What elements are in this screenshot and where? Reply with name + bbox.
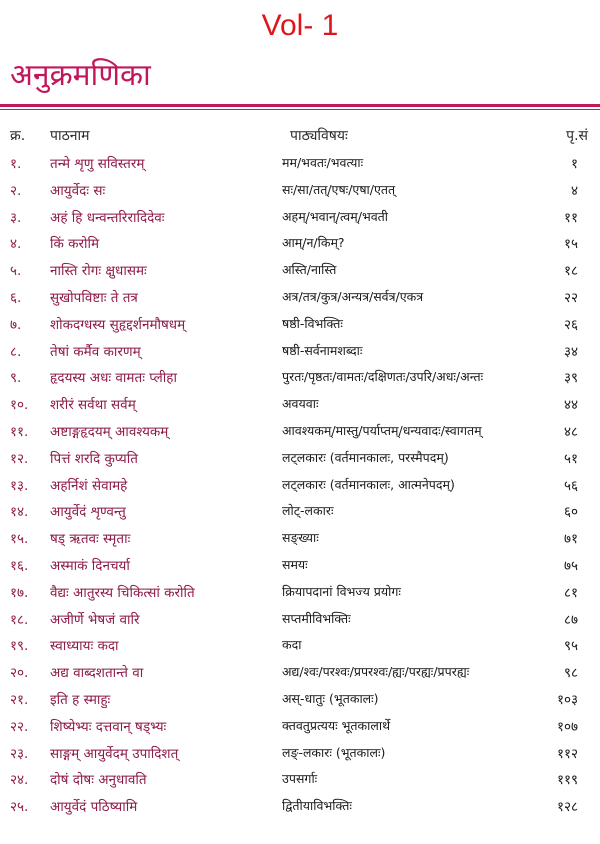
row-number: ८. <box>10 343 22 360</box>
row-page-number: ३९ <box>563 370 578 387</box>
row-number: १८. <box>10 611 29 628</box>
row-lesson-name: षड् ऋतवः स्मृताः <box>50 531 131 548</box>
row-lesson-topic: क्रियापदानां विभज्य प्रयोगः <box>282 583 401 599</box>
row-number: २५. <box>10 799 29 816</box>
row-lesson-topic: अस्ति/नास्ति <box>282 262 337 278</box>
row-lesson-name: अजीर्णे भेषजं वारि <box>50 611 140 628</box>
table-row <box>0 525 600 552</box>
row-number: २४. <box>10 772 29 789</box>
row-number: १९. <box>10 638 29 655</box>
table-row <box>0 740 600 767</box>
row-lesson-name: स्वाध्यायः कदा <box>50 638 119 655</box>
table-row <box>0 498 600 525</box>
row-lesson-topic: लट्लकारः (वर्तमानकालः, आत्मनेपदम्) <box>282 476 455 492</box>
row-number: १६. <box>10 557 29 574</box>
header-number: क्र. <box>10 128 26 144</box>
row-page-number: १८ <box>563 263 578 280</box>
row-number: ५. <box>10 263 22 280</box>
row-number: १०. <box>10 397 29 414</box>
row-number: २. <box>10 182 22 199</box>
row-lesson-topic: अवयवाः <box>282 396 319 412</box>
row-number: १३. <box>10 477 29 494</box>
table-row <box>0 606 600 633</box>
row-lesson-topic: अद्य/श्वः/परश्वः/प्रपरश्वः/ह्यः/परह्यः/प्रपरह्यः <box>282 664 470 680</box>
row-lesson-name: हृदयस्य अधः वामतः प्लीहा <box>50 370 177 387</box>
row-lesson-topic: क्तवतुप्रत्ययः भूतकालार्थे <box>282 717 391 733</box>
row-lesson-topic: उपसर्गाः <box>282 771 318 787</box>
row-lesson-name: अहं हि धन्वन्तरिरादिदेवः <box>50 209 165 226</box>
row-lesson-name: आयुर्वेदः सः <box>50 182 106 199</box>
row-page-number: ७५ <box>563 557 578 574</box>
row-lesson-topic: समयः <box>282 556 308 572</box>
row-page-number: १०३ <box>556 691 578 708</box>
row-lesson-topic: लङ्-लकारः (भूतकालः) <box>282 744 386 760</box>
row-lesson-name: अष्टाङ्गहृदयम् आवश्यकम् <box>50 423 169 440</box>
row-number: १७. <box>10 584 29 601</box>
row-page-number: ११९ <box>556 772 578 789</box>
table-row <box>0 391 600 418</box>
table-row <box>0 659 600 686</box>
volume-label: Vol- 1 <box>261 9 339 42</box>
row-lesson-topic: मम/भवतः/भवत्याः <box>282 155 364 170</box>
table-row <box>0 177 600 204</box>
row-lesson-topic: अत्र/तत्र/कुत्र/अन्यत्र/सर्वत्र/एकत्र <box>282 288 424 304</box>
row-lesson-topic: अहम्/भवान्/त्वम्/भवती <box>282 208 389 224</box>
row-lesson-topic: द्वितीयाविभक्तिः <box>282 798 352 814</box>
row-page-number: ११ <box>563 209 578 226</box>
row-number: ११. <box>10 423 29 440</box>
table-row <box>0 311 600 338</box>
row-lesson-topic: कदा <box>282 637 302 653</box>
row-page-number: ६० <box>563 504 578 521</box>
row-number: १. <box>10 156 22 172</box>
row-number: २३. <box>10 745 29 762</box>
row-lesson-topic: लट्लकारः (वर्तमानकालः, परस्मैपदम्) <box>282 449 449 465</box>
table-row <box>0 445 600 472</box>
row-number: १४. <box>10 504 29 521</box>
row-number: १२. <box>10 450 29 467</box>
row-lesson-name: दोषं दोषः अनुधावति <box>50 772 147 789</box>
row-page-number: ४८ <box>563 423 578 440</box>
row-page-number: २२ <box>563 289 578 306</box>
row-lesson-name: पित्तं शरदि कुप्यति <box>50 450 138 467</box>
title-rule-thin <box>0 109 600 110</box>
row-page-number: ४४ <box>563 397 578 414</box>
row-page-number: १०७ <box>556 718 578 735</box>
table-row <box>0 686 600 713</box>
row-page-number: ८७ <box>563 611 578 628</box>
row-lesson-topic: सः/सा/तत्/एषः/एषा/एतत् <box>282 181 396 197</box>
table-header <box>0 120 600 148</box>
table-row <box>0 284 600 311</box>
title-rule-thick <box>0 104 600 107</box>
header-lesson-topic: पाठ्यविषयः <box>290 128 348 144</box>
row-page-number: १२८ <box>556 799 578 816</box>
row-page-number: ९८ <box>563 665 578 682</box>
row-page-number: २६ <box>563 316 578 333</box>
table-row <box>0 204 600 231</box>
table-row <box>0 632 600 659</box>
table-row <box>0 472 600 499</box>
row-lesson-topic: षष्ठी-सर्वनामशब्दाः <box>282 342 363 358</box>
header-page-number: पृ.सं <box>566 128 588 144</box>
row-lesson-name: किं करोमि <box>50 236 100 253</box>
page-title: अनुक्रमणिका <box>10 58 151 93</box>
row-page-number: १ <box>570 156 578 172</box>
row-number: ४. <box>10 236 22 253</box>
row-lesson-name: सुखोपविष्टाः ते तत्र <box>50 289 138 306</box>
header-lesson-name: पाठनाम <box>50 128 90 144</box>
table-row <box>0 418 600 445</box>
table-row <box>0 579 600 606</box>
row-lesson-topic: आम्/न/किम्? <box>282 235 345 251</box>
row-lesson-name: अस्माकं दिनचर्या <box>50 557 130 574</box>
row-lesson-name: तेषां कर्मैव कारणम् <box>50 343 141 360</box>
row-number: ६. <box>10 289 22 306</box>
row-page-number: ५६ <box>563 477 578 494</box>
row-page-number: ५१ <box>563 450 578 467</box>
table-row <box>0 793 600 820</box>
row-page-number: १५ <box>563 236 578 253</box>
table-row <box>0 150 600 177</box>
contents-table <box>0 150 600 820</box>
row-number: ३. <box>10 209 22 226</box>
row-lesson-name: अहर्निशं सेवामहे <box>50 477 128 494</box>
row-number: ९. <box>10 370 22 387</box>
row-lesson-name: तन्मे शृणु सविस्तरम् <box>50 156 145 172</box>
table-row <box>0 257 600 284</box>
row-number: २०. <box>10 665 29 682</box>
row-lesson-name: आयुर्वेदं पठिष्यामि <box>50 799 138 816</box>
row-lesson-name: शोकदग्धस्य सुहृद्दर्शनमौषधम् <box>50 316 186 333</box>
row-lesson-topic: षष्ठी-विभक्तिः <box>282 315 343 331</box>
row-number: १५. <box>10 531 29 548</box>
row-page-number: ११२ <box>556 745 578 762</box>
row-number: ७. <box>10 316 22 333</box>
row-page-number: ८१ <box>563 584 578 601</box>
row-lesson-topic: आवश्यकम्/मास्तु/पर्याप्तम्/धन्यवादः/स्वागतम् <box>282 422 482 438</box>
row-page-number: ९५ <box>563 638 578 655</box>
row-lesson-topic: सङ्ख्याः <box>282 530 319 546</box>
row-lesson-name: नास्ति रोगः क्षुधासमः <box>50 263 147 280</box>
row-lesson-topic: सप्तमीविभक्तिः <box>282 610 351 626</box>
row-lesson-name: वैद्यः आतुरस्य चिकित्सां करोति <box>50 584 195 601</box>
row-lesson-name: अद्य वाब्दशतान्ते वा <box>50 665 144 682</box>
table-row <box>0 766 600 793</box>
row-page-number: ३४ <box>563 343 578 360</box>
row-number: २२. <box>10 718 29 735</box>
table-row <box>0 364 600 391</box>
row-lesson-name: शरीरं सर्वथा सर्वम् <box>50 397 136 414</box>
table-row <box>0 230 600 257</box>
row-lesson-topic: लोट्-लकारः <box>282 503 334 519</box>
row-lesson-name: शिष्येभ्यः दत्तवान् षड्भ्यः <box>50 718 167 735</box>
table-row <box>0 713 600 740</box>
table-row <box>0 338 600 365</box>
table-row <box>0 552 600 579</box>
row-lesson-topic: पुरतः/पृष्ठतः/वामतः/दक्षिणतः/उपरि/अधः/अन्तः <box>282 369 484 385</box>
row-lesson-name: आयुर्वेदं शृण्वन्तु <box>50 504 126 521</box>
row-lesson-name: साङ्गम् आयुर्वेदम् उपादिशत् <box>50 745 179 762</box>
row-lesson-topic: अस्-धातुः (भूतकालः) <box>282 690 379 706</box>
row-page-number: ४ <box>570 182 578 199</box>
row-page-number: ७१ <box>563 531 578 548</box>
row-number: २१. <box>10 691 29 708</box>
row-lesson-name: इति ह स्माहुः <box>50 691 111 708</box>
